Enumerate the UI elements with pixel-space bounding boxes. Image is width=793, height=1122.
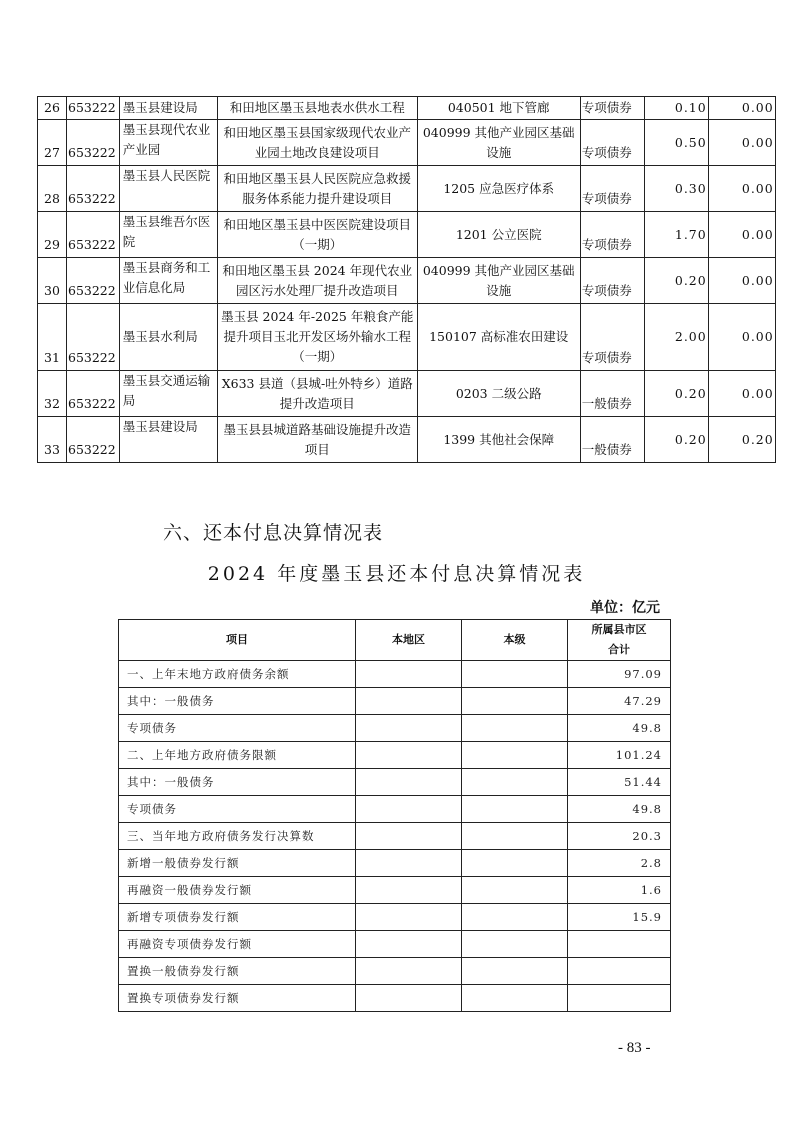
project-row [38,97,776,120]
project-row [38,304,776,371]
debt-row [119,958,671,985]
repaid-amount: 0.00 [708,258,775,304]
project-category: 040501 地下管廊 [417,97,580,120]
project-name: 和田地区墨玉县中医医院建设项目（一期） [217,212,417,258]
row-item: 再融资一般债券发行额 [119,877,356,904]
row-item: 一、上年末地方政府债务余额 [119,661,356,688]
row-county-total: 49.8 [568,715,671,742]
bond-type: 专项债券 [580,304,644,371]
region-code: 653222 [67,258,120,304]
debt-row [119,985,671,1012]
row-level [462,985,568,1012]
project-category: 1399 其他社会保障 [417,417,580,463]
project-category: 0203 二级公路 [417,371,580,417]
region-code: 653222 [67,97,120,120]
row-region [356,985,462,1012]
project-name: 和田地区墨玉县国家级现代农业产业园土地改良建设项目 [217,120,417,166]
debt-row [119,931,671,958]
department: 墨玉县现代农业产业园 [119,120,217,166]
row-item: 其中：一般债务 [119,688,356,715]
department: 墨玉县交通运输局 [119,371,217,417]
project-name: 和田地区墨玉县 2024 年现代农业园区污水处理厂提升改造项目 [217,258,417,304]
row-county-total: 49.8 [568,796,671,823]
row-item: 新增一般债券发行额 [119,850,356,877]
row-item: 专项债务 [119,796,356,823]
bond-type: 专项债券 [580,212,644,258]
row-level [462,796,568,823]
bond-amount: 1.70 [644,212,708,258]
debt-service-table [118,619,671,1012]
header-row [119,620,671,661]
region-code: 653222 [67,120,120,166]
bond-amount: 2.00 [644,304,708,371]
repaid-amount: 0.00 [708,304,775,371]
repaid-amount: 0.00 [708,97,775,120]
row-county-total: 51.44 [568,769,671,796]
row-region [356,715,462,742]
bond-amount: 0.50 [644,120,708,166]
bond-type: 一般债券 [580,417,644,463]
row-region [356,850,462,877]
project-name: X633 县道（县城-吐外特乡）道路提升改造项目 [217,371,417,417]
row-region [356,877,462,904]
header-item: 项目 [119,620,356,661]
row-region [356,904,462,931]
repaid-amount: 0.00 [708,166,775,212]
row-county-total: 15.9 [568,904,671,931]
row-region [356,769,462,796]
row-region [356,796,462,823]
row-item: 其中：一般债务 [119,769,356,796]
project-number: 32 [38,371,67,417]
row-county-total: 97.09 [568,661,671,688]
project-category: 1201 公立医院 [417,212,580,258]
row-item: 再融资专项债券发行额 [119,931,356,958]
region-code: 653222 [67,304,120,371]
row-item: 新增专项债券发行额 [119,904,356,931]
row-region [356,742,462,769]
header-county-total [568,620,671,661]
project-name: 和田地区墨玉县人民医院应急救援服务体系能力提升建设项目 [217,166,417,212]
project-number: 27 [38,120,67,166]
project-table [37,96,776,463]
row-level [462,742,568,769]
department: 墨玉县维吾尔医院 [119,212,217,258]
row-level [462,958,568,985]
department: 墨玉县人民医院 [119,166,217,212]
bond-type: 专项债券 [580,258,644,304]
bond-amount: 0.20 [644,258,708,304]
debt-row [119,661,671,688]
project-category: 150107 高标准农田建设 [417,304,580,371]
row-item: 置换一般债券发行额 [119,958,356,985]
row-level [462,850,568,877]
row-county-total [568,931,671,958]
row-county-total: 101.24 [568,742,671,769]
region-code: 653222 [67,371,120,417]
project-number: 33 [38,417,67,463]
row-level [462,931,568,958]
project-number: 26 [38,97,67,120]
bond-type: 专项债券 [580,166,644,212]
debt-row [119,688,671,715]
bond-type: 专项债券 [580,97,644,120]
project-number: 29 [38,212,67,258]
bond-amount: 0.20 [644,417,708,463]
repaid-amount: 0.00 [708,120,775,166]
row-level [462,715,568,742]
debt-row [119,877,671,904]
row-level [462,688,568,715]
row-item: 三、当年地方政府债务发行决算数 [119,823,356,850]
row-item: 二、上年地方政府债务限额 [119,742,356,769]
project-row [38,417,776,463]
header-county-total-line2: 合计 [608,643,630,656]
debt-row [119,742,671,769]
project-category: 1205 应急医疗体系 [417,166,580,212]
project-number: 30 [38,258,67,304]
project-row [38,371,776,417]
row-county-total: 47.29 [568,688,671,715]
region-code: 653222 [67,417,120,463]
debt-row [119,715,671,742]
header-county-total-line1: 所属县市区 [591,623,647,636]
bond-amount: 0.20 [644,371,708,417]
project-row [38,166,776,212]
project-number: 31 [38,304,67,371]
row-county-total [568,985,671,1012]
region-code: 653222 [67,212,120,258]
debt-row [119,904,671,931]
bond-type: 专项债券 [580,120,644,166]
row-region [356,661,462,688]
project-number: 28 [38,166,67,212]
row-level [462,769,568,796]
row-level [462,823,568,850]
bond-amount: 0.30 [644,166,708,212]
page-number: - 83 - [618,1040,651,1056]
section-heading: 六、还本付息决算情况表 [163,522,384,544]
repaid-amount: 0.00 [708,371,775,417]
repaid-amount: 0.00 [708,212,775,258]
project-name: 和田地区墨玉县地表水供水工程 [217,97,417,120]
debt-row [119,769,671,796]
header-level: 本级 [462,620,568,661]
repaid-amount: 0.20 [708,417,775,463]
project-name: 墨玉县县城道路基础设施提升改造项目 [217,417,417,463]
row-region [356,958,462,985]
debt-row [119,823,671,850]
project-category: 040999 其他产业园区基础设施 [417,120,580,166]
project-category: 040999 其他产业园区基础设施 [417,258,580,304]
row-level [462,661,568,688]
header-region: 本地区 [356,620,462,661]
debt-row [119,850,671,877]
row-level [462,904,568,931]
row-level [462,877,568,904]
bond-amount: 0.10 [644,97,708,120]
project-name: 墨玉县 2024 年-2025 年粮食产能提升项目玉北开发区场外输水工程（一期） [217,304,417,371]
department: 墨玉县建设局 [119,417,217,463]
project-row [38,212,776,258]
debt-row [119,796,671,823]
region-code: 653222 [67,166,120,212]
department: 墨玉县水利局 [119,304,217,371]
bond-type: 一般债券 [580,371,644,417]
project-row [38,120,776,166]
row-county-total: 20.3 [568,823,671,850]
row-county-total: 2.8 [568,850,671,877]
row-region [356,823,462,850]
unit-label: 单位：亿元 [590,600,660,616]
department: 墨玉县商务和工业信息化局 [119,258,217,304]
row-item: 专项债务 [119,715,356,742]
row-region [356,688,462,715]
row-region [356,931,462,958]
row-item: 置换专项债券发行额 [119,985,356,1012]
row-county-total: 1.6 [568,877,671,904]
row-county-total [568,958,671,985]
department: 墨玉县建设局 [119,97,217,120]
project-row [38,258,776,304]
table-title: 2024 年度墨玉县还本付息决算情况表 [207,563,586,585]
